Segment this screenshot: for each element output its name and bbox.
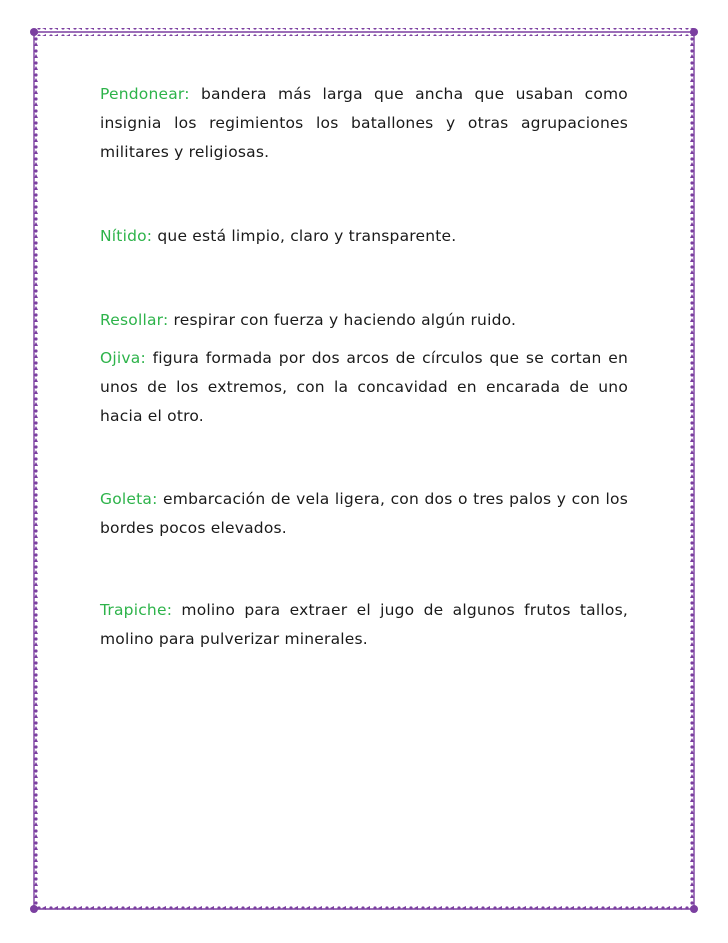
definition-text: molino para extraer el jugo de algunos frutos tallos, molino para pulverizar minerales. — [100, 601, 628, 648]
term-label: Ojiva: — [100, 349, 146, 367]
term-label: Pendonear: — [100, 85, 190, 103]
definition-text: que está limpio, claro y transparente. — [157, 227, 457, 245]
definition-text: bandera más larga que ancha que usaban como insignia los regimientos los batallones y otras agrupaciones militares y religiosas. — [100, 85, 628, 161]
definition-text: embarcación de vela ligera, con dos o tres palos y con los bordes pocos elevados. — [100, 490, 628, 537]
entry-goleta — [100, 485, 628, 543]
entry-pendonear — [100, 80, 628, 167]
term-label: Resollar: — [100, 311, 169, 329]
definition-text: respirar con fuerza y haciendo algún ruido. — [173, 311, 517, 329]
entry-ojiva — [100, 344, 628, 431]
term-label: Nítido: — [100, 227, 153, 245]
term-label: Trapiche: — [100, 601, 173, 619]
entry-nitido — [100, 222, 628, 251]
definition-text: figura formada por dos arcos de círculos que se cortan en unos de los extremos, con la concavidad en encarada de uno hacia el otro. — [100, 349, 628, 425]
entry-trapiche — [100, 596, 628, 654]
entry-resollar — [100, 306, 628, 335]
term-label: Goleta: — [100, 490, 158, 508]
